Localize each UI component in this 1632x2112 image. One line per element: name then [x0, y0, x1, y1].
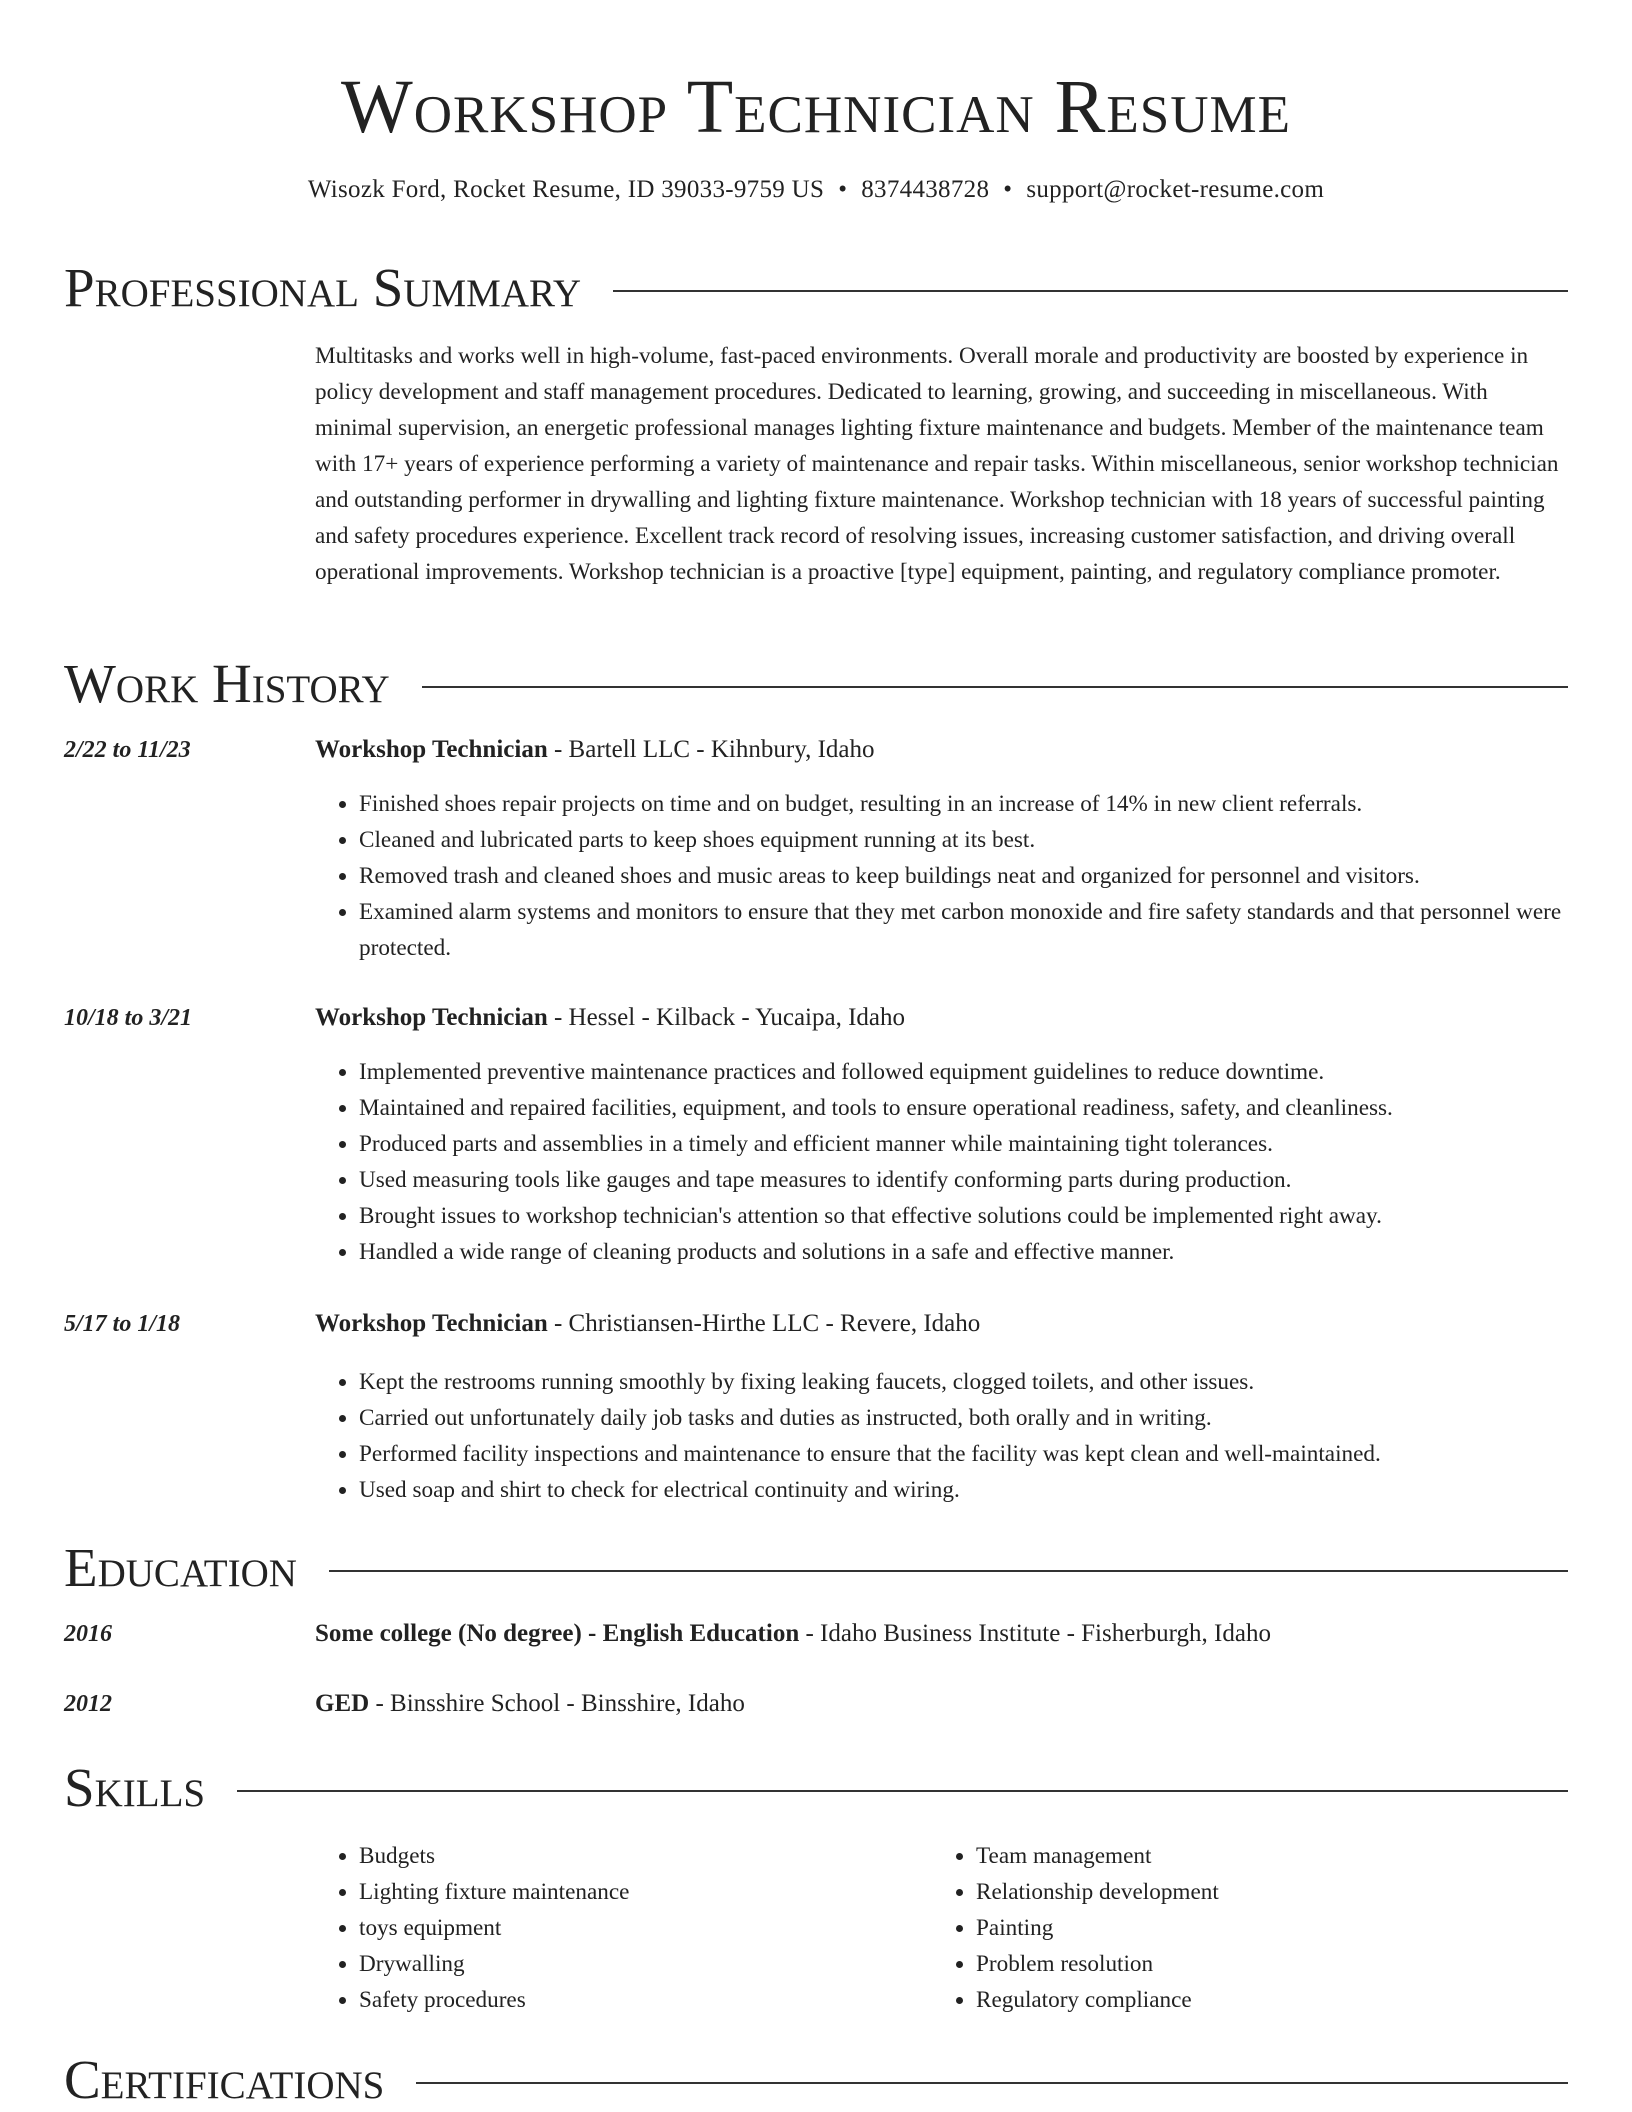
contact-separator: •: [1003, 176, 1013, 203]
job-role: Workshop Technician: [315, 736, 548, 763]
section-title: Certifications: [64, 2049, 385, 2110]
skill-item: • Lighting fixture maintenance: [359, 1874, 919, 1910]
skill-item: • Drywalling: [359, 1946, 919, 1982]
summary-text: Multitasks and works well in high-volume, fast-paced environments. Overall morale and productivity are boosted by experience in policy development and staff management procedures. Dedicated to learning, growing, and succeeding in miscellaneous. With minimal supervision, an energetic professional manages lighting fixture maintenance and budgets. Member of the maintenance team with 17+ years of experience performing a variety of maintenance and repair tasks. Within miscellaneous, senior workshop technician and outstanding performer in drywalling and lighting fixture maintenance. Workshop technician with 18 years of successful painting and safety procedures experience. Excellent track record of resolving issues, increasing customer satisfaction, and driving overall operational improvements. Workshop technician is a proactive [type] equipment, painting, and regulatory compliance promoter.: [315, 343, 1559, 585]
skill-item: • Budgets: [359, 1838, 919, 1874]
resume-title: Workshop Technician Resume: [341, 65, 1291, 149]
list-item: • Cleaned and lubricated parts to keep shoes equipment running at its best.: [359, 822, 1609, 858]
list-item: • Kept the restrooms running smoothly by fixing leaking faucets, clogged toilets, and other issues.: [359, 1364, 1609, 1400]
education-entry: [315, 1688, 1565, 1720]
section-rule: [422, 686, 1568, 688]
section-header-education: [64, 1538, 1568, 1598]
list-item: • Performed facility inspections and maintenance to ensure that the facility was kept clean and well-maintained.: [359, 1436, 1609, 1472]
list-item: • Handled a wide range of cleaning products and solutions in a safe and effective manner.: [359, 1234, 1609, 1270]
contact-phone: 8374438728: [861, 176, 990, 203]
education-degree: GED: [315, 1690, 370, 1717]
section-title: Professional Summary: [64, 257, 582, 318]
job-bullets: [315, 1054, 1609, 1270]
section-title: Skills: [64, 1757, 206, 1818]
skill-item: • Safety procedures: [359, 1982, 919, 2018]
job-dates: 5/17 to 1/18: [64, 1311, 181, 1337]
section-rule: [613, 290, 1568, 292]
job-bullets: [315, 786, 1609, 966]
list-item: • Implemented preventive maintenance practices and followed equipment guidelines to reduce downtime.: [359, 1054, 1609, 1090]
job-dates: 2/22 to 11/23: [64, 737, 191, 763]
list-item: • Carried out unfortunately daily job tasks and duties as instructed, both orally and in writing.: [359, 1400, 1609, 1436]
list-item: • Finished shoes repair projects on time and on budget, resulting in an increase of 14% in new client referrals.: [359, 786, 1609, 822]
contact-line: [64, 174, 1568, 206]
list-item: • Used soap and shirt to check for electrical continuity and wiring.: [359, 1472, 1609, 1508]
skill-item: • toys equipment: [359, 1910, 919, 1946]
skills-list-left: [315, 1838, 919, 2018]
education-entry: [315, 1618, 1565, 1650]
skill-item: • Team management: [976, 1838, 1536, 1874]
skill-item: • Regulatory compliance: [976, 1982, 1536, 2018]
list-item: • Brought issues to workshop technician's attention so that effective solutions could be implemented right away.: [359, 1198, 1609, 1234]
job-role: Workshop Technician: [315, 1004, 548, 1031]
job-heading: [315, 734, 1565, 766]
skill-item: • Relationship development: [976, 1874, 1536, 1910]
skill-item: • Painting: [976, 1910, 1536, 1946]
section-header-skills: [64, 1758, 1568, 1818]
list-item: • Examined alarm systems and monitors to ensure that they met carbon monoxide and fire safety standards and that personnel were protected.: [359, 894, 1609, 966]
job-details: - Bartell LLC - Kihnbury, Idaho: [547, 736, 875, 763]
section-rule: [237, 1790, 1568, 1792]
job-details: - Hessel - Kilback - Yucaipa, Idaho: [547, 1004, 906, 1031]
skill-item: • Problem resolution: [976, 1946, 1536, 1982]
contact-email: support@rocket-resume.com: [1026, 176, 1325, 203]
section-header-summary: [64, 258, 1568, 318]
contact-address: Wisozk Ford, Rocket Resume, ID 39033-9759 US: [307, 176, 825, 203]
skills-list-right: [932, 1838, 1536, 2018]
education-details: - Idaho Business Institute - Fisherburgh, Idaho: [799, 1620, 1271, 1647]
list-item: • Produced parts and assemblies in a timely and efficient manner while maintaining tight tolerances.: [359, 1126, 1609, 1162]
list-item: • Used measuring tools like gauges and tape measures to identify conforming parts during production.: [359, 1162, 1609, 1198]
section-title: Education: [64, 1537, 297, 1598]
list-item: • Removed trash and cleaned shoes and music areas to keep buildings neat and organized for personnel and visitors.: [359, 858, 1609, 894]
job-details: - Christiansen-Hirthe LLC - Revere, Idaho: [547, 1310, 981, 1337]
section-title: Work History: [64, 653, 390, 714]
contact-separator: •: [838, 176, 848, 203]
list-item: • Maintained and repaired facilities, equipment, and tools to ensure operational readiness, safety, and cleanliness.: [359, 1090, 1609, 1126]
job-heading: [315, 1002, 1565, 1034]
section-header-work-history: [64, 654, 1568, 714]
section-rule: [329, 1570, 1568, 1572]
job-heading: [315, 1308, 1565, 1340]
job-bullets: [315, 1364, 1609, 1508]
section-rule: [416, 2082, 1568, 2084]
education-year: 2012: [64, 1691, 112, 1717]
education-year: 2016: [64, 1621, 112, 1647]
section-header-certifications: [64, 2050, 1568, 2110]
job-dates: 10/18 to 3/21: [64, 1005, 193, 1031]
education-degree: Some college (No degree) - English Education: [315, 1620, 800, 1647]
education-details: - Binsshire School - Binsshire, Idaho: [369, 1690, 745, 1717]
job-role: Workshop Technician: [315, 1310, 548, 1337]
